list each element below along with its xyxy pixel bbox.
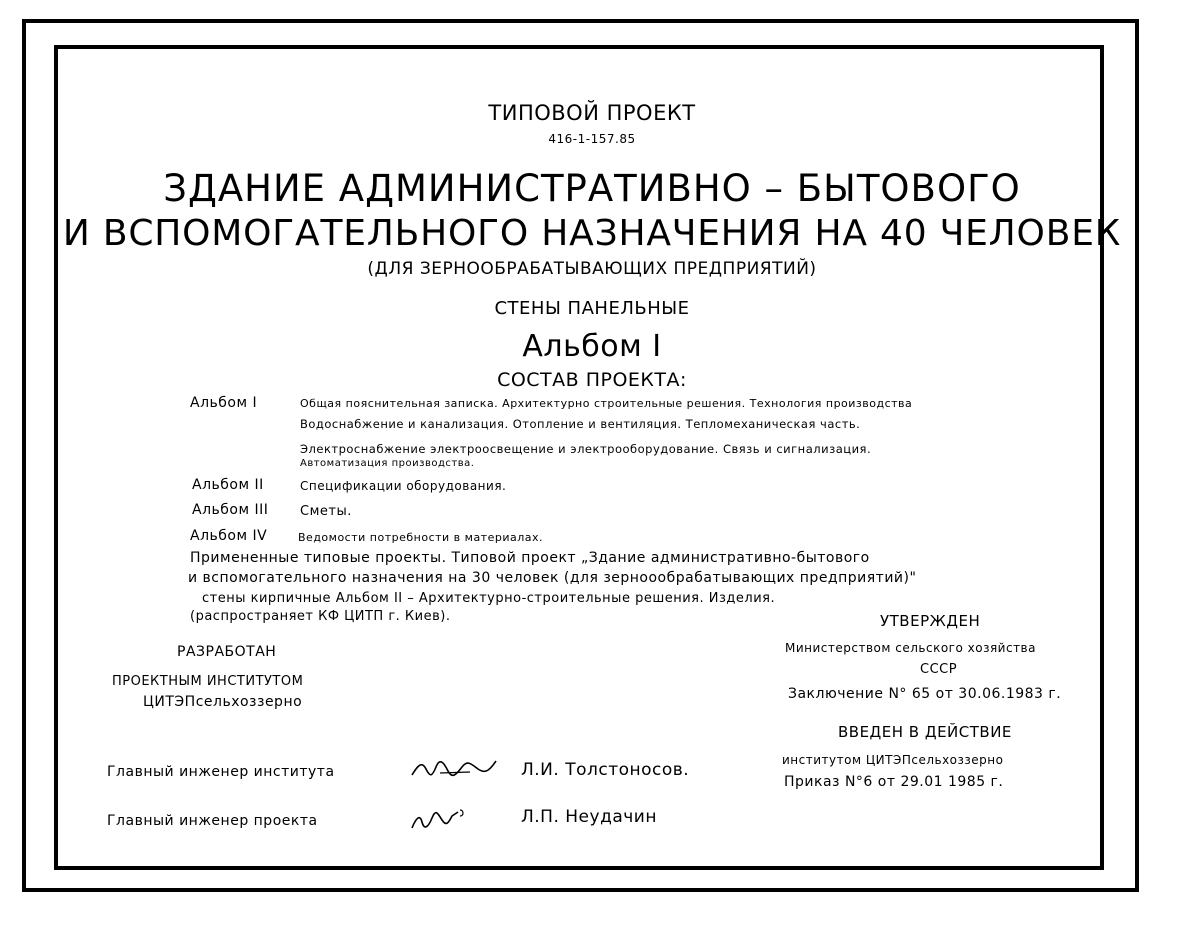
developed-label: РАЗРАБОТАН xyxy=(177,644,277,660)
album-1-line-2: Водоснабжение и канализация. Отопление и вентиляция. Тепломеханическая часть. xyxy=(300,417,861,431)
album-3-line-1: Сметы. xyxy=(300,504,352,519)
applied-line-3: стены кирпичные Альбом II – Архитектурно-строительные решения. Изделия. xyxy=(202,591,776,606)
album-2-label: Альбом II xyxy=(192,477,264,493)
signature-project xyxy=(408,806,468,832)
album-1-line-4: Автоматизация производства. xyxy=(300,458,475,469)
title-purpose: (ДЛЯ ЗЕРНООБРАБАТЫВАЮЩИХ ПРЕДПРИЯТИЙ) xyxy=(367,259,817,279)
title-line-1: ЗДАНИЕ АДМИНИСТРАТИВНО – БЫТОВОГО xyxy=(163,167,1021,210)
approved-label: УТВЕРЖДЕН xyxy=(880,612,981,630)
enacted-order: Приказ N°6 от 29.01 1985 г. xyxy=(784,774,1004,790)
project-type-label: ТИПОВОЙ ПРОЕКТ xyxy=(488,101,696,125)
enacted-institute: институтом ЦИТЭПсельхоззерно xyxy=(782,753,1004,767)
developed-by-line-1: ПРОЕКТНЫМ ИНСТИТУТОМ xyxy=(112,674,304,689)
project-code: 416-1-157.85 xyxy=(548,132,636,146)
approved-ministry-line-1: Министерством сельского хозяйства xyxy=(785,641,1036,655)
album-title: Альбом I xyxy=(522,329,662,364)
chief-engineer-institute-name: Л.И. Толстоносов. xyxy=(521,760,690,780)
approved-conclusion: Заключение N° 65 от 30.06.1983 г. xyxy=(788,686,1062,702)
album-3-label: Альбом III xyxy=(192,502,269,518)
composition-heading: СОСТАВ ПРОЕКТА: xyxy=(497,369,687,391)
album-2-line-1: Спецификации оборудования. xyxy=(300,479,507,493)
album-1-line-1: Общая пояснительная записка. Архитектурно строительные решения. Технология производства xyxy=(300,397,913,410)
chief-engineer-institute-role: Главный инженер института xyxy=(107,764,335,780)
applied-line-4: (распространяет КФ ЦИТП г. Киев). xyxy=(190,609,451,624)
album-4-label: Альбом IV xyxy=(190,528,268,544)
album-1-line-3: Электроснабжение электроосвещение и электрооборудование. Связь и сигнализация. xyxy=(300,442,872,456)
chief-engineer-project-role: Главный инженер проекта xyxy=(107,813,318,829)
applied-line-1: Примененные типовые проекты. Типовой проект „Здание административно-бытового xyxy=(190,550,870,566)
applied-line-2: и вспомогательного назначения на 30 человек (для зерноообрабатывающих предприятий)" xyxy=(188,570,917,586)
signature-institute xyxy=(410,755,500,781)
section-title: СТЕНЫ ПАНЕЛЬНЫЕ xyxy=(494,298,690,319)
album-4-line-1: Ведомости потребности в материалах. xyxy=(298,531,544,544)
chief-engineer-project-name: Л.П. Неудачин xyxy=(521,807,657,827)
album-1-label: Альбом I xyxy=(190,395,258,411)
title-line-2: И ВСПОМОГАТЕЛЬНОГО НАЗНАЧЕНИЯ НА 40 ЧЕЛОВЕК xyxy=(62,213,1122,254)
developed-by-line-2: ЦИТЭПсельхоззерно xyxy=(143,694,303,710)
enacted-label: ВВЕДЕН В ДЕЙСТВИЕ xyxy=(838,723,1012,741)
approved-ministry-line-2: СССР xyxy=(920,662,958,677)
